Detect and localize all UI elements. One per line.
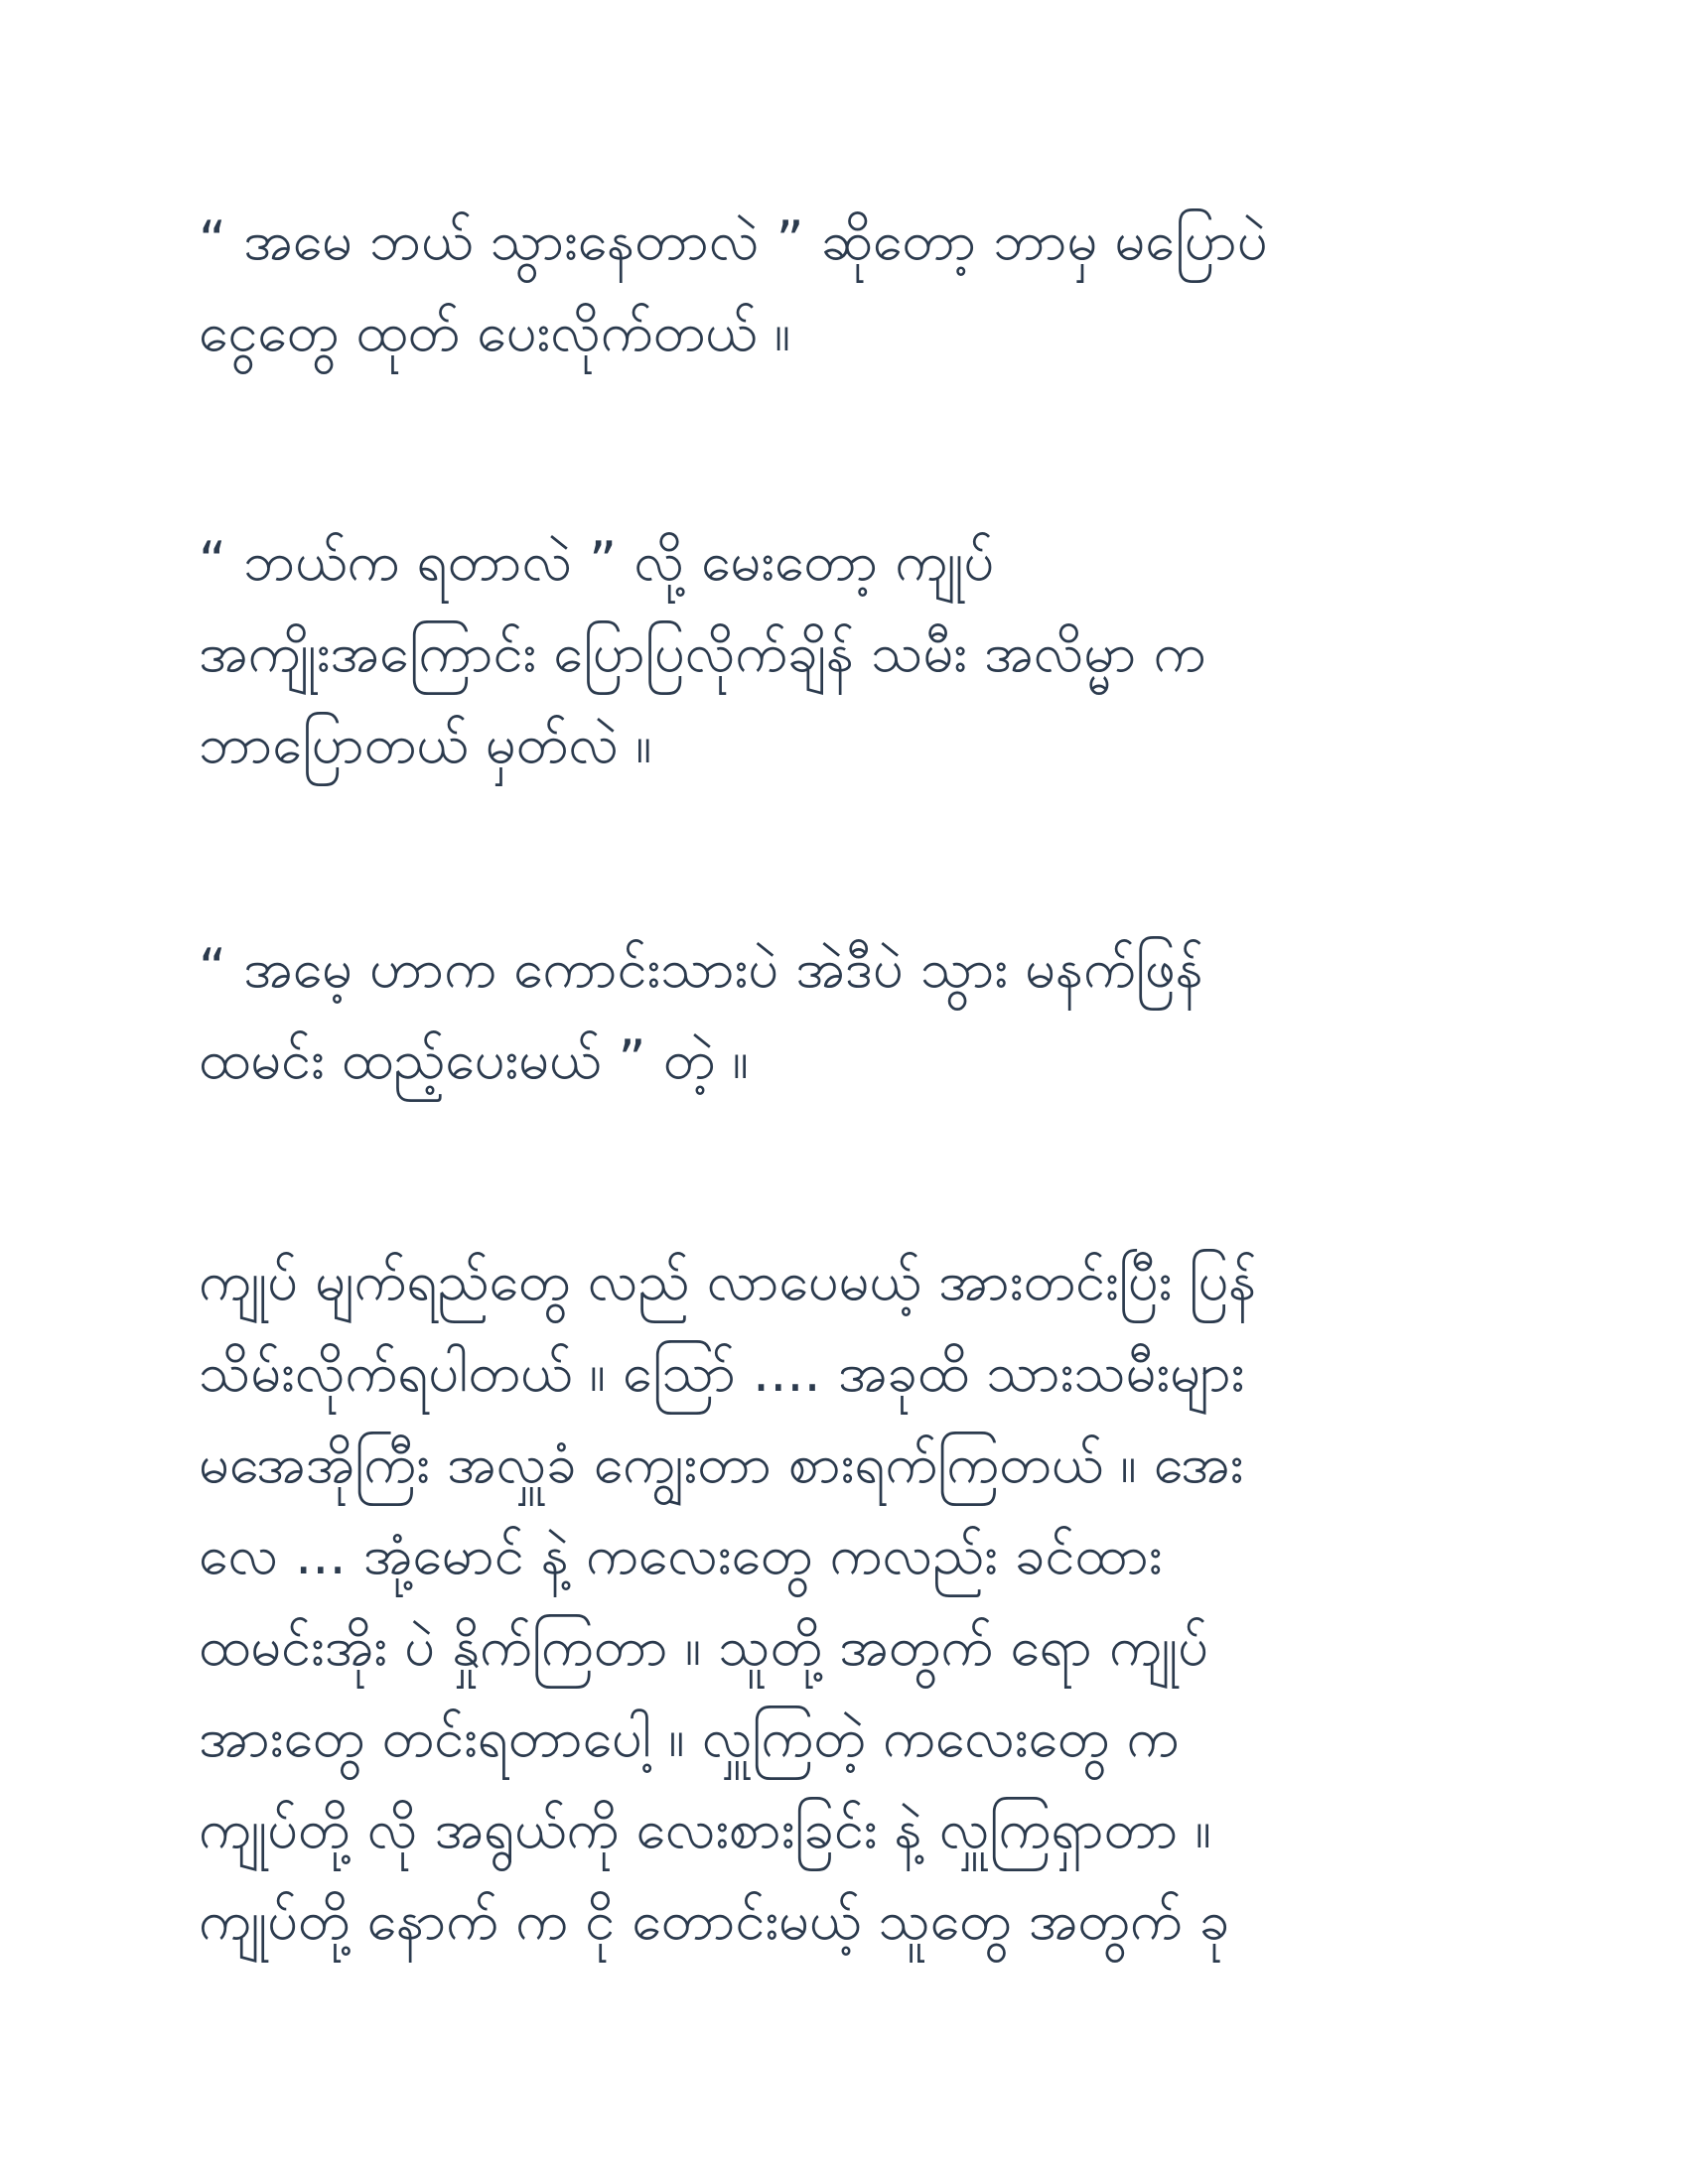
paragraph-line: လေ ... အုံ့မောင် နဲ့ ကလေးတွေ ကလည်း ခင်ထား — [199, 1524, 1163, 1586]
paragraph-line: အကျိုးအကြောင်း ပြောပြလိုက်ချိန် သမီး အလိမ္မာ က — [199, 621, 1206, 684]
paragraph-line: “ အမေ ဘယ် သွားနေတာလဲ ” ဆိုတော့ ဘာမှ မပြောပဲ — [199, 209, 1268, 272]
paragraph-line: “ ဘယ်က ရတာလဲ ” လို့ မေးတော့ ကျုပ် — [199, 530, 995, 593]
paragraph-2 — [199, 516, 1509, 790]
paragraph-line: ငွေတွေ ထုတ် ပေးလိုက်တယ် ။ — [199, 301, 791, 363]
paragraph-line: ကျုပ် မျက်ရည်တွေ လည် လာပေမယ့် အားတင်းပြီး ပြန် — [199, 1250, 1257, 1312]
paragraph-4 — [199, 1236, 1509, 1967]
paragraph-line: ကျုပ်တို့ နောက် က ငို တောင်းမယ့် သူတွေ အတွက် ခု — [199, 1889, 1230, 1952]
paragraph-1 — [199, 196, 1509, 378]
paragraph-3 — [199, 923, 1509, 1106]
paragraph-line: “ အမေ့ ဟာက ကောင်းသားပဲ အဲဒီပဲ သွား မနက်ဖြန် — [199, 937, 1203, 1000]
paragraph-line: မအေအိုကြီး အလှူခံ ကျွေးတာ စားရက်ကြတယ် ။ အေး — [199, 1433, 1244, 1495]
paragraph-line: ထမင်းအိုး ပဲ နှိုက်ကြတာ ။ သူတို့ အတွက် ရော ကျုပ် — [199, 1615, 1208, 1678]
paragraph-line: ဘာပြောတယ် မှတ်လဲ ။ — [199, 713, 652, 775]
paragraph-line: ထမင်း ထည့်ပေးမယ် ” တဲ့ ။ — [199, 1028, 749, 1091]
paragraph-line: အားတွေ တင်းရတာပေါ့ ။ လှူကြတဲ့ ကလေးတွေ က — [199, 1706, 1180, 1769]
paragraph-line: ကျုပ်တို့ လို အရွယ်ကို လေးစားခြင်း နဲ့ လှူကြရှာတာ ။ — [199, 1798, 1211, 1860]
paragraph-line: သိမ်းလိုက်ရပါတယ် ။ ဩော် .... အခုထိ သားသမီးများ — [199, 1341, 1245, 1404]
